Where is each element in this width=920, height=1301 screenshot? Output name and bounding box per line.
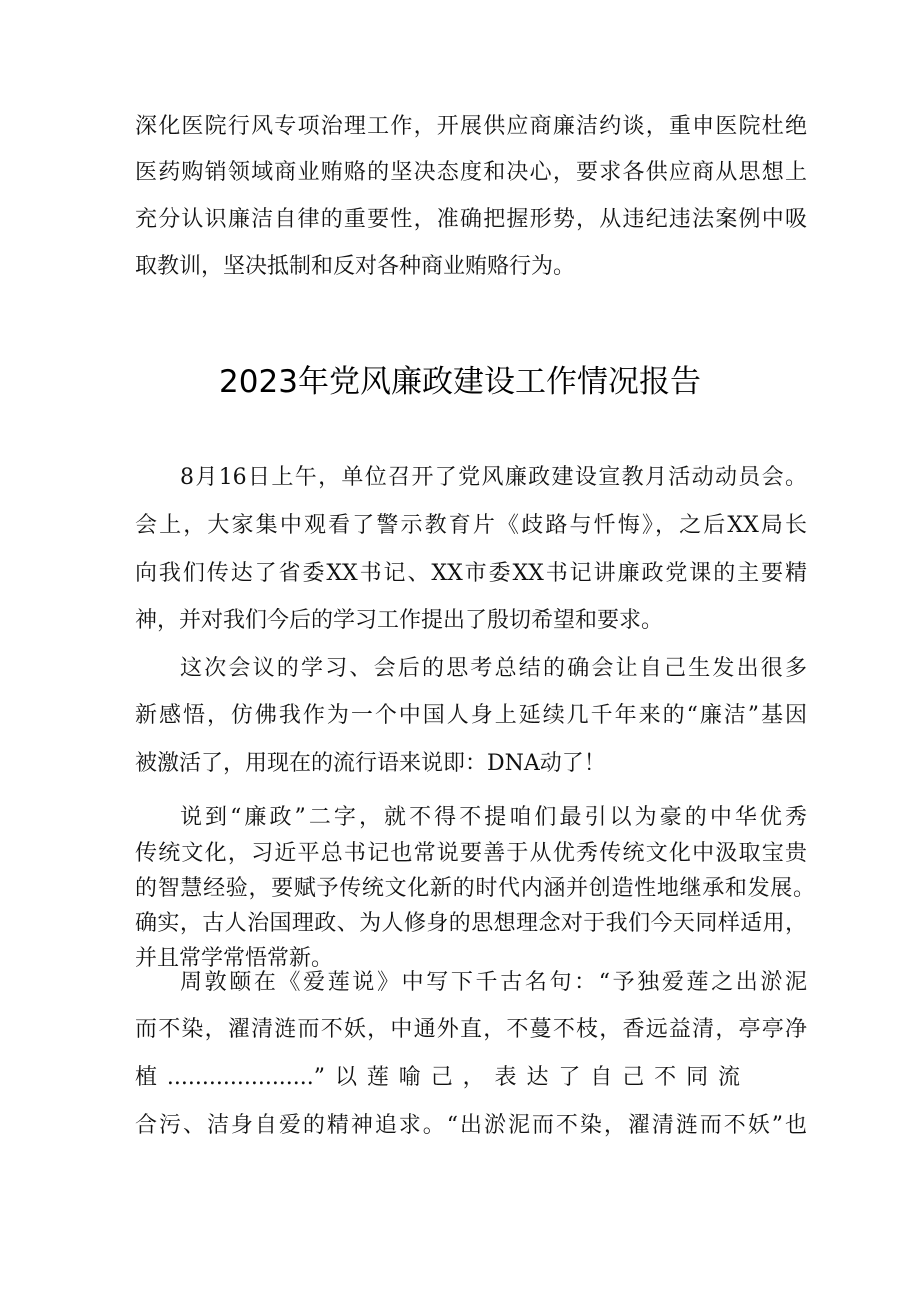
text-line: 新感悟，仿佛我作为一个中国人身上延续几千年来的“廉洁”基因 [135,703,807,728]
text-line: 说到“廉政”二字，就不得不提咱们最引以为豪的中华优秀 [180,805,807,830]
text-line: 并且常学常悟常新。 [135,946,334,971]
text-line: 周敦颐在《爱莲说》中写下千古名句：“予独爱莲之出淤泥 [180,970,807,995]
text-line: 神，并对我们今后的学习工作提出了殷切希望和要求。 [135,608,664,633]
text-line: 这次会议的学习、会后的思考总结的确会让自己生发出很多 [180,656,807,681]
text-line: 8月16日上午，单位召开了党风廉政建设宣教月活动动员会。 [180,465,807,490]
text-line: 会上，大家集中观看了警示教育片《歧路与忏悔》，之后XX局长 [135,513,807,538]
text-line: 医药购销领域商业贿赂的坚决态度和决心，要求各供应商从思想上 [135,160,807,185]
text-line: 合污、洁身自爱的精神追求。“出淤泥而不染，濯清涟而不妖”也 [135,1113,807,1138]
text-line: 充分认识廉洁自律的重要性，准确把握形势，从违纪违法案例中吸 [135,207,807,232]
text-line: 确实，古人治国理政、为人修身的思想理念对于我们今天同样适用， [135,911,807,936]
text-line: 被激活了，用现在的流行语来说即：DNA动了！ [135,751,606,776]
text-line: 向我们传达了省委XX书记、XX市委XX书记讲廉政党课的主要精 [135,561,807,586]
text-line: 的智慧经验，要赋予传统文化新的时代内涵并创造性地继承和发展。 [135,876,815,901]
text-line: 植.....................”以莲喻己，表达了自己不同流 [135,1065,740,1090]
text-line: 取教训，坚决抵制和反对各种商业贿赂行为。 [135,254,576,279]
text-line: 传统文化，习近平总书记也常说要善于从优秀传统文化中汲取宝贵 [135,841,807,866]
document-title: 2023年党风廉政建设工作情况报告 [219,364,701,400]
text-line: 深化医院行风专项治理工作，开展供应商廉洁约谈，重申医院杜绝 [135,114,807,139]
text-line: 而不染，濯清涟而不妖，中通外直，不蔓不枝，香远益清，亭亭净 [135,1017,807,1042]
